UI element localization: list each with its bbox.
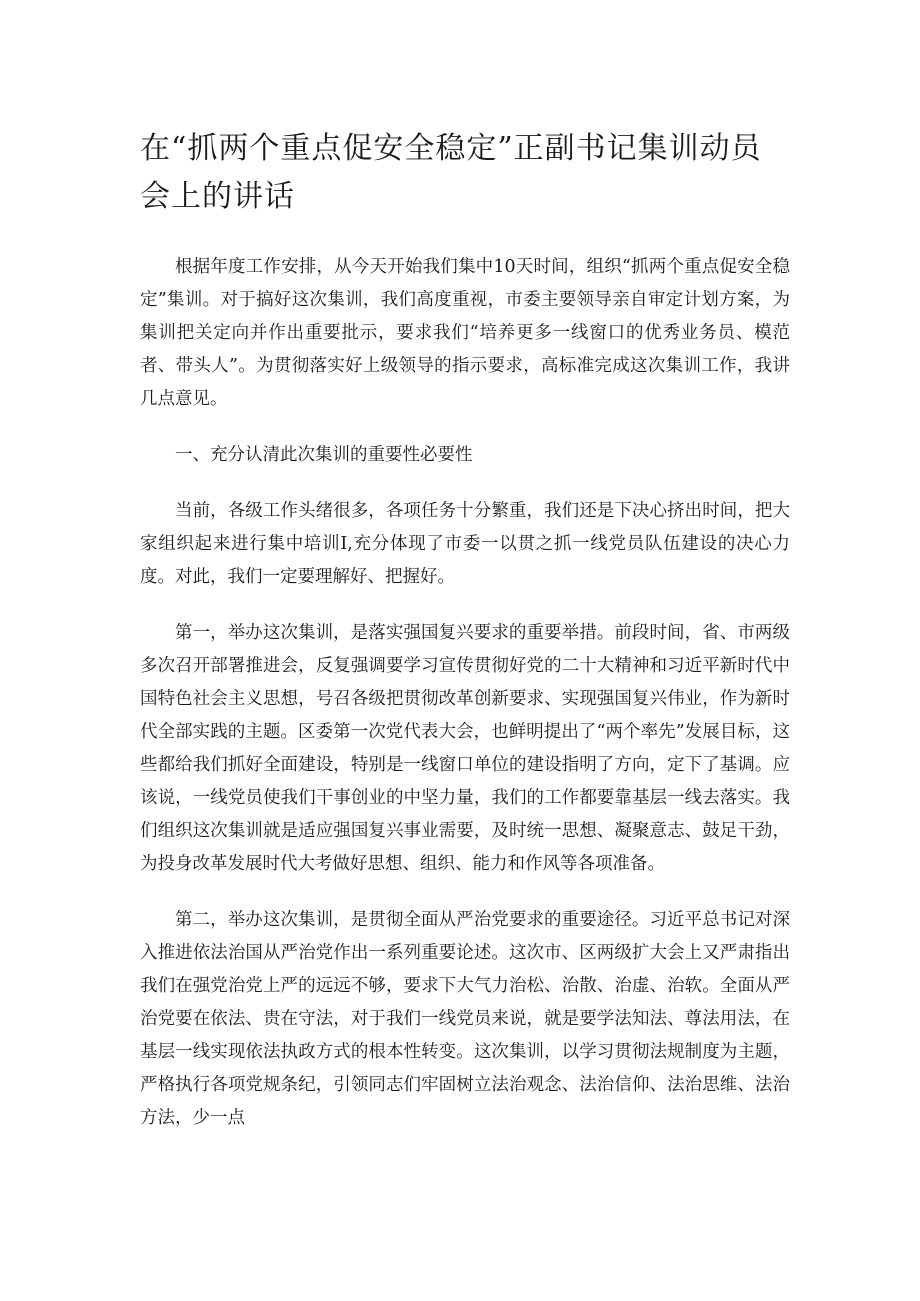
paragraph-intro: 根据年度工作安排，从今天开始我们集中10天时间，组织“抓两个重点促安全稳定”集训。对于搞好这次集训，我们高度重视，市委主要领导亲自审定计划方案，为集训把关定向并作出重要批示，要求我们“培养更多一线窗口的优秀业务员、模范者、带头人”。为贯彻落实好上级领导的指示要求，高标准完成这次集训工作，我讲几点意见。 (140, 257, 790, 409)
section-heading-1: 一、充分认清此次集训的重要性必要性 (175, 445, 473, 465)
paragraph-point-second: 第二，举办这次集训，是贯彻全面从严治党要求的重要途径。习近平总书记对深入推进依法治国从严治党作出一系列重要论述。这次市、区两级扩大会上又严肃指出我们在强党治党上严的远远不够，要求下大气力治松、治散、治虚、治软。全面从严治党要在依法、贵在守法，对于我们一线党员来说，就是要学法知法、尊法用法，在基层一线实现依法执政方式的根本性转变。这次集训，以学习贯彻法规制度为主题，严格执行各项党规条纪，引领同志们牢固树立法治观念、法治信仰、法治思维、法治方法，少一点 (140, 910, 790, 1128)
document-title: 在“抓两个重点促安全稳定”正副书记集训动员会上的讲话 (140, 131, 762, 214)
paragraph-current-situation: 当前，各级工作头绪很多，各项任务十分繁重，我们还是下决心挤出时间，把大家组织起来进行集中培训I,充分体现了市委一以贯之抓一线党员队伍建设的决心力度。对此，我们一定要理解好、把握好。 (140, 501, 790, 587)
paragraph-point-first: 第一，举办这次集训，是落实强国复兴要求的重要举措。前段时间，省、市两级多次召开部署推进会，反复强调要学习宣传贯彻好党的二十大精神和习近平新时代中国特色社会主义思想，号召各级把贯彻改革创新要求、实现强国复兴伟业，作为新时代全部实践的主题。区委第一次党代表大会，也鲜明提出了“两个率先”发展目标，这些都给我们抓好全面建设，特别是一线窗口单位的建设指明了方向，定下了基调。应该说，一线党员使我们干事创业的中坚力量，我们的工作都要靠基层一线去落实。我们组织这次集训就是适应强国复兴事业需要，及时统一思想、凝聚意志、鼓足干劲，为投身改革发展时代大考做好思想、组织、能力和作风等各项准备。 (140, 623, 790, 874)
document-body (140, 251, 790, 1135)
